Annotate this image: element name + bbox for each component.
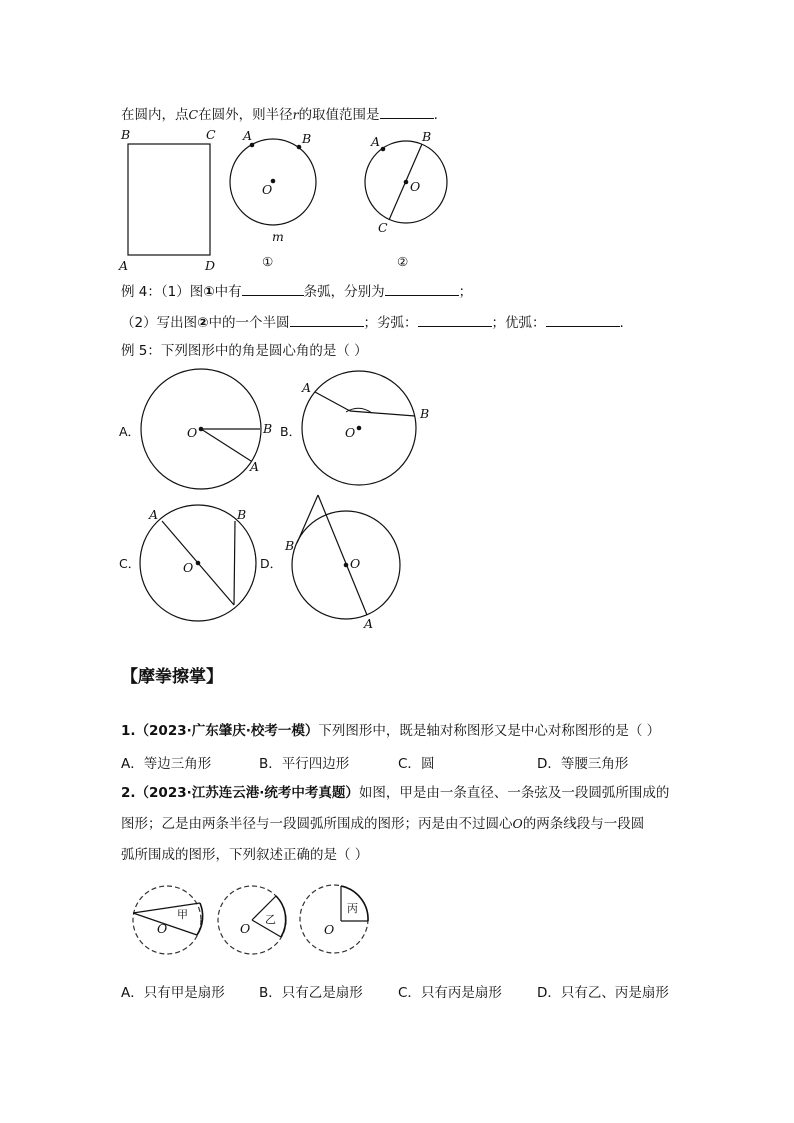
label-o: O: [410, 179, 421, 194]
label-o: O: [183, 560, 194, 575]
point-b: [297, 145, 302, 150]
label-o: O: [187, 425, 198, 440]
example-4-line-2: （2）写出图②中的一个半圆 ；劣弧： ；优弧： .: [121, 312, 624, 332]
answer-blank[interactable]: [546, 312, 620, 327]
radius-oa: [201, 429, 251, 461]
example-4-line-1: 例 4：（1）图①中有 条弧，分别为 ；: [121, 281, 472, 301]
label-a: A: [371, 134, 381, 149]
option-c-figure: [119, 505, 256, 621]
circle-figure-1: [230, 128, 316, 269]
q1-option-a[interactable]: A．等边三角形: [121, 756, 212, 772]
figure-number-2: ②: [397, 254, 409, 269]
center-point: [199, 427, 204, 432]
center-point: [344, 563, 349, 568]
rect-label-c: C: [206, 127, 216, 142]
label-jia: 甲: [177, 908, 188, 921]
rect-label-b: B: [121, 127, 131, 142]
question-2-line-2: 图形；乙是由两条半径与一段圆弧所围成的图形；丙是由不过圆心O的两条线段与一段圆: [121, 816, 645, 832]
center-point: [357, 426, 362, 431]
label-c: C: [378, 220, 388, 235]
answer-blank[interactable]: [385, 281, 459, 296]
label-o: O: [324, 922, 335, 937]
label-b: B: [237, 507, 247, 522]
label-a: A: [243, 128, 253, 143]
question-2-figures: [0, 875, 794, 975]
figure-bing: [300, 885, 368, 953]
question-2-line-3: 弧所围成的图形，下列叙述正确的是（ ）: [121, 847, 369, 863]
q1-option-d[interactable]: D．等腰三角形: [537, 756, 629, 772]
option-letter: D．: [260, 556, 283, 571]
example-5-question: 例 5：下列图形中的角是圆心角的是（ ）: [121, 343, 368, 359]
question-source: （2023·江苏连云港·统考中考真题）: [135, 785, 359, 801]
answer-blank[interactable]: [242, 281, 304, 296]
intro-text: 在圆外，则半径: [198, 107, 293, 123]
label-o: O: [262, 182, 273, 197]
figure-yi: [218, 886, 286, 954]
q2-option-a[interactable]: A．只有甲是扇形: [121, 985, 225, 1001]
section-title: 【摩拳擦掌】: [121, 667, 223, 687]
label-o: O: [157, 921, 168, 936]
label-b: B: [420, 406, 430, 421]
label-o: O: [345, 425, 356, 440]
rectangle-figure: [118, 127, 216, 273]
point-c-label: C: [188, 107, 199, 122]
label-o: O: [350, 556, 361, 571]
arc: [197, 903, 203, 935]
label-a: A: [149, 507, 159, 522]
label-a: A: [250, 459, 260, 474]
rect-label-d: D: [205, 258, 216, 273]
intro-text: 在圆内，点: [121, 107, 189, 123]
top-figures: [0, 120, 794, 280]
label-bing: 丙: [347, 902, 358, 915]
option-b-figure: [280, 371, 429, 485]
figure-jia: [133, 886, 203, 954]
arc: [276, 896, 286, 937]
option-letter: C．: [119, 556, 141, 571]
segment-a: [315, 392, 350, 411]
center-point: [404, 180, 409, 185]
answer-blank[interactable]: [418, 312, 492, 327]
label-b: B: [422, 129, 432, 144]
circle-figure-2: [365, 129, 447, 269]
option-letter: B．: [280, 424, 302, 439]
label-b: B: [263, 421, 273, 436]
point-a: [250, 143, 255, 148]
intro-text: 的取值范围是: [298, 107, 380, 123]
question-1: 1.（2023·广东肇庆·校考一模）下列图形中，既是轴对称图形又是中心对称图形的是（ ）: [121, 723, 661, 739]
rect-label-a: A: [119, 258, 129, 273]
chord-b: [234, 521, 235, 605]
label-m: m: [272, 229, 284, 244]
q1-option-c[interactable]: C．圆: [398, 756, 435, 772]
chord: [133, 903, 200, 913]
rectangle-abcd: [128, 144, 210, 255]
option-d-figure: [260, 495, 400, 631]
label-yi: 乙: [265, 913, 276, 926]
segment-b: [350, 411, 415, 416]
option-letter: A．: [119, 424, 141, 439]
dashed-circle: [133, 886, 201, 954]
answer-blank[interactable]: [380, 104, 434, 119]
point-a: [381, 147, 386, 152]
radius-label: r: [292, 107, 299, 122]
q2-option-d[interactable]: D．只有乙、丙是扇形: [537, 985, 669, 1001]
option-a-figure: [119, 369, 272, 489]
answer-blank[interactable]: [290, 312, 364, 327]
question-source: （2023·广东肇庆·校考一模）: [135, 723, 319, 739]
q1-option-b[interactable]: B．平行四边形: [259, 756, 350, 772]
label-a: A: [302, 380, 312, 395]
center-point: [196, 561, 201, 566]
label-b: B: [302, 131, 312, 146]
figure-number-1: ①: [262, 254, 274, 269]
q2-option-c[interactable]: C．只有丙是扇形: [398, 985, 502, 1001]
label-a: A: [364, 616, 374, 631]
intro-line: 在圆内，点C在圆外，则半径r的取值范围是 .: [121, 104, 438, 124]
q2-option-b[interactable]: B．只有乙是扇形: [259, 985, 363, 1001]
label-b: B: [285, 538, 295, 553]
segment-b: [297, 495, 318, 543]
example-5-figures: [0, 360, 794, 640]
question-2-line-1: 2.（2023·江苏连云港·统考中考真题）如图，甲是由一条直径、一条弦及一段圆弧所围成的: [121, 785, 670, 801]
label-o: O: [240, 921, 251, 936]
